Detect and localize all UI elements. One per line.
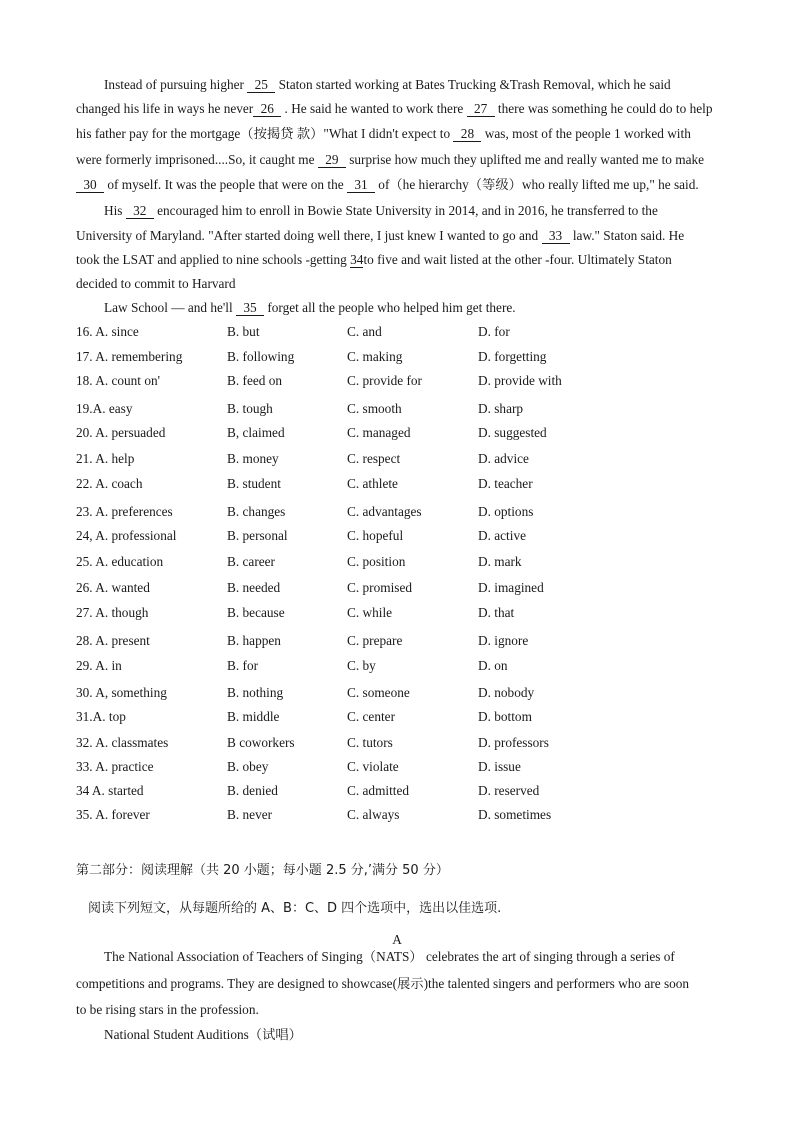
passage-line xyxy=(104,202,724,220)
subheading: National Student Auditions（试唱） xyxy=(104,1027,302,1042)
option-a: 30. A, something xyxy=(76,685,167,700)
option-b: B. personal xyxy=(227,528,288,543)
option-row xyxy=(76,758,676,776)
option-row xyxy=(76,400,676,418)
option-a: 35. A. forever xyxy=(76,807,150,822)
passage-line xyxy=(76,251,726,269)
option-b: B. denied xyxy=(227,783,278,798)
option-a: 26. A. wanted xyxy=(76,580,150,595)
answer-blank: 35 xyxy=(236,300,264,316)
passage-text: Instead of pursuing higher xyxy=(104,77,248,92)
option-d: D. ignore xyxy=(478,633,529,648)
option-row xyxy=(76,553,676,571)
option-c: C. someone xyxy=(347,685,410,700)
option-d: D. bottom xyxy=(478,709,532,724)
option-row xyxy=(76,806,676,824)
passage-line: competitions and programs. They are designed to showcase(展示)the talented singers and performers who are soon xyxy=(76,976,690,991)
answer-blank: 29 xyxy=(318,152,346,168)
passage-line xyxy=(76,125,726,143)
option-b: B. needed xyxy=(227,580,281,595)
option-c: C. making xyxy=(347,349,403,364)
option-d: D. issue xyxy=(478,759,521,774)
answer-blank: 33 xyxy=(542,228,570,244)
passage-line xyxy=(104,76,724,94)
passage-text: changed his life in ways he never xyxy=(76,101,254,116)
option-row xyxy=(76,734,676,752)
part-label: A xyxy=(392,932,402,947)
option-b: B. nothing xyxy=(227,685,284,700)
passage-text: surprise how much they uplifted me and really wanted me to make xyxy=(345,152,705,167)
option-b: B. for xyxy=(227,658,259,673)
passage-text: His xyxy=(104,203,126,218)
passage-text: took the LSAT and applied to nine schools -getting xyxy=(76,252,351,267)
option-b: B coworkers xyxy=(227,735,295,750)
option-b: B. happen xyxy=(227,633,281,648)
option-a: 31.A. top xyxy=(76,709,126,724)
option-a: 22. A. coach xyxy=(76,476,143,491)
option-row xyxy=(76,782,676,800)
passage-line xyxy=(76,151,726,169)
passage-text: of（he hierarchy（等级）who really lifted me up," he said. xyxy=(374,177,699,192)
option-d: D. options xyxy=(478,504,534,519)
option-b: B. tough xyxy=(227,401,273,416)
option-a: 28. A. present xyxy=(76,633,150,648)
option-a: 18. A. count on' xyxy=(76,373,161,388)
option-b: B. student xyxy=(227,476,281,491)
option-c: C. while xyxy=(347,605,393,620)
passage-text: Law School — and he'll xyxy=(104,300,237,315)
answer-blank: 32 xyxy=(126,203,154,219)
option-c: C. hopeful xyxy=(347,528,404,543)
option-b: B. changes xyxy=(227,504,286,519)
passage-line xyxy=(76,275,726,293)
option-row xyxy=(76,475,676,493)
option-a: 29. A. in xyxy=(76,658,122,673)
option-b: B. but xyxy=(227,324,260,339)
passage-line xyxy=(76,100,726,118)
option-row xyxy=(76,632,676,650)
option-c: C. tutors xyxy=(347,735,393,750)
passage-text: Staton started working at Bates Trucking &Trash Removal, which he said xyxy=(275,77,671,92)
passage-text: of myself. It was the people that were on the xyxy=(104,177,347,192)
option-row xyxy=(76,503,676,521)
option-row xyxy=(76,372,676,390)
option-b: B. never xyxy=(227,807,273,822)
answer-blank: 28 xyxy=(453,126,481,142)
option-row xyxy=(76,684,676,702)
passage-line xyxy=(76,227,726,245)
option-c: C. position xyxy=(347,554,406,569)
option-d: D. on xyxy=(478,658,508,673)
option-c: C. smooth xyxy=(347,401,402,416)
option-d: D. active xyxy=(478,528,526,543)
option-d: D. reserved xyxy=(478,783,540,798)
option-row xyxy=(76,424,676,442)
option-d: D. that xyxy=(478,605,515,620)
option-c: C. promised xyxy=(347,580,413,595)
section-heading: 第二部分：阅读理解（共 20 小题；每小题 2.5 分,’满分 50 分） xyxy=(76,863,449,878)
option-row xyxy=(76,604,676,622)
option-a: 23. A. preferences xyxy=(76,504,173,519)
option-b: B. career xyxy=(227,554,275,569)
passage-text: decided to commit to Harvard xyxy=(76,276,236,291)
passage-text: were formerly imprisoned....So, it caught me xyxy=(76,152,318,167)
option-d: D. sharp xyxy=(478,401,524,416)
passage-text: there was something he could do to help xyxy=(494,101,713,116)
passage-line xyxy=(76,176,726,194)
option-d: D. imagined xyxy=(478,580,544,595)
option-a: 16. A. since xyxy=(76,324,139,339)
option-b: B. following xyxy=(227,349,295,364)
option-d: D. suggested xyxy=(478,425,547,440)
option-c: C. violate xyxy=(347,759,399,774)
option-c: C. always xyxy=(347,807,400,822)
option-c: C. provide for xyxy=(347,373,422,388)
answer-blank: 30 xyxy=(76,177,104,193)
option-b: B. money xyxy=(227,451,279,466)
option-a: 33. A. practice xyxy=(76,759,154,774)
option-b: B. obey xyxy=(227,759,269,774)
answer-blank: 27 xyxy=(467,101,495,117)
option-d: D. teacher xyxy=(478,476,533,491)
option-a: 34 A. started xyxy=(76,783,144,798)
option-d: D. mark xyxy=(478,554,522,569)
option-c: C. admitted xyxy=(347,783,410,798)
option-c: C. and xyxy=(347,324,382,339)
answer-blank: 26 xyxy=(253,101,281,117)
option-d: D. for xyxy=(478,324,510,339)
answer-blank: 25 xyxy=(247,77,275,93)
option-b: B, claimed xyxy=(227,425,285,440)
passage-line: to be rising stars in the profession. xyxy=(76,1002,259,1017)
option-d: D. professors xyxy=(478,735,549,750)
option-b: B. because xyxy=(227,605,285,620)
option-row xyxy=(76,527,676,545)
option-c: C. respect xyxy=(347,451,401,466)
option-c: C. prepare xyxy=(347,633,403,648)
option-b: B. middle xyxy=(227,709,280,724)
passage-text: law." Staton said. He xyxy=(569,228,685,243)
passage-text: University of Maryland. "After started doing well there, I just knew I wanted to go and xyxy=(76,228,542,243)
option-row xyxy=(76,348,676,366)
passage-line: The National Association of Teachers of Singing（NATS） celebrates the art of singing through a series of xyxy=(104,949,675,964)
passage-text: his father pay for the mortgage（按揭贷 款）"What I didn't expect to xyxy=(76,126,454,141)
option-a: 25. A. education xyxy=(76,554,164,569)
option-d: D. provide with xyxy=(478,373,562,388)
option-d: D. nobody xyxy=(478,685,535,700)
option-d: D. forgetting xyxy=(478,349,547,364)
option-a: 20. A. persuaded xyxy=(76,425,166,440)
option-a: 32. A. classmates xyxy=(76,735,169,750)
option-b: B. feed on xyxy=(227,373,283,388)
answer-blank: 31 xyxy=(347,177,375,193)
section-instruction: 阅读下列短文，从每题所给的 A、B：C、D 四个选项中，选出以佳选项. xyxy=(88,901,502,916)
option-row xyxy=(76,450,676,468)
passage-text: forget all the people who helped him get there. xyxy=(264,300,516,315)
option-a: 21. A. help xyxy=(76,451,135,466)
option-row xyxy=(76,657,676,675)
option-a: 24, A. professional xyxy=(76,528,177,543)
passage-text: . He said he wanted to work there xyxy=(281,101,467,116)
option-d: D. sometimes xyxy=(478,807,552,822)
passage-text: encouraged him to enroll in Bowie State University in 2014, and in 2016, he transferred to the xyxy=(153,203,658,218)
option-row xyxy=(76,579,676,597)
option-row xyxy=(76,708,676,726)
passage-line xyxy=(104,299,724,317)
answer-blank: 34 xyxy=(350,252,364,267)
option-c: C. center xyxy=(347,709,395,724)
option-c: C. advantages xyxy=(347,504,422,519)
option-c: C. managed xyxy=(347,425,411,440)
option-a: 19.A. easy xyxy=(76,401,133,416)
option-row xyxy=(76,323,676,341)
option-c: C. athlete xyxy=(347,476,398,491)
passage-text: was, most of the people 1 worked with xyxy=(481,126,691,141)
option-a: 27. A. though xyxy=(76,605,149,620)
option-c: C. by xyxy=(347,658,376,673)
option-d: D. advice xyxy=(478,451,529,466)
option-a: 17. A. remembering xyxy=(76,349,183,364)
passage-text: to five and wait listed at the other -four. Ultimately Staton xyxy=(363,252,672,267)
